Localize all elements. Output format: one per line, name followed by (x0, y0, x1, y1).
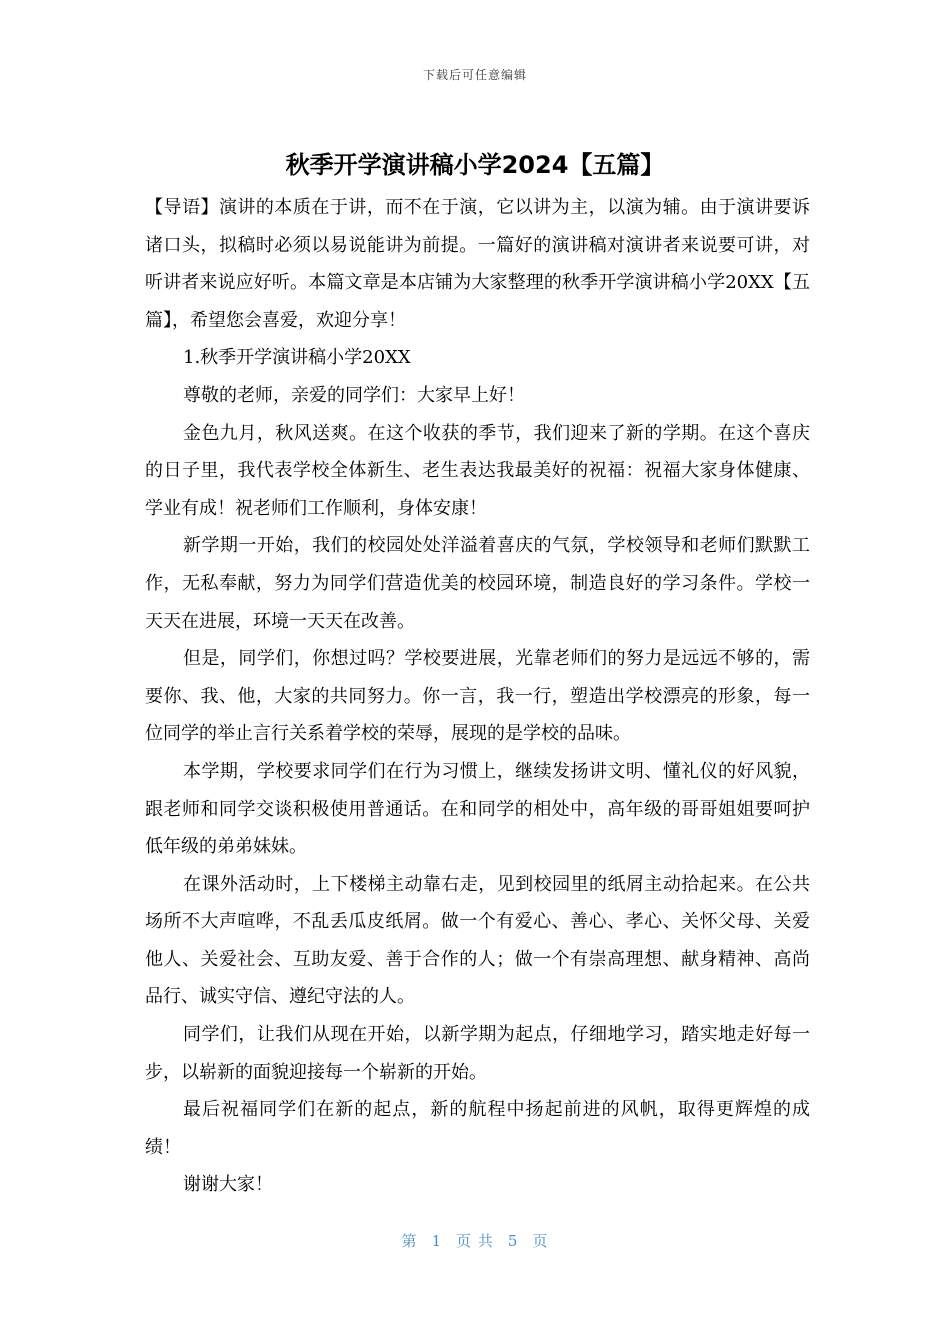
body-paragraph: 同学们，让我们从现在开始，以新学期为起点，仔细地学习，踏实地走好每一步，以崭新的面貌迎接每一个崭新的开始。 (145, 1024, 810, 1083)
section-heading: 1.秋季开学演讲稿小学20XX (183, 347, 411, 369)
footer-suffix: 页 (532, 1232, 549, 1250)
closing-paragraph: 谢谢大家！ (183, 1174, 273, 1196)
footer-total-pages: 5 (507, 1232, 519, 1250)
header-note: 下载后可任意编辑 (422, 68, 527, 82)
document-title: 秋季开学演讲稿小学2024【五篇】 (285, 151, 665, 179)
footer-prefix: 第 (401, 1232, 418, 1250)
body-paragraph: 本学期，学校要求同学们在行为习惯上，继续发扬讲文明、懂礼仪的好风貌，跟老师和同学交谈积极使用普通话。在和同学的相处中，高年级的哥哥姐姐要呵护低年级的弟弟妹妹。 (145, 760, 810, 858)
page-footer (0, 1230, 950, 1251)
greeting-paragraph: 尊敬的老师，亲爱的同学们：大家早上好！ (183, 384, 525, 406)
body-paragraph: 但是，同学们，你想过吗？学校要进展，光靠老师们的努力是远远不够的，需要你、我、他，大家的共同努力。你一言，我一行，塑造出学校漂亮的形象，每一位同学的举止言行关系着学校的荣辱，展现的是学校的品味。 (145, 648, 810, 745)
footer-page-number: 1 (431, 1232, 443, 1250)
body-paragraph: 金色九月，秋风送爽。在这个收获的季节，我们迎来了新的学期。在这个喜庆的日子里，我代表学校全体新生、老生表达我最美好的祝福：祝福大家身体健康、学业有成！祝老师们工作顺利，身体安康！ (145, 422, 810, 519)
footer-middle: 页 共 (456, 1232, 494, 1250)
document-body (145, 189, 810, 1204)
body-paragraph: 在课外活动时，上下楼梯主动靠右走，见到校园里的纸屑主动拾起来。在公共场所不大声喧哗，不乱丢瓜皮纸屑。做一个有爱心、善心、孝心、关怀父母、关爱他人、关爱社会、互助友爱、善于合作的人；做一个有崇高理想、献身精神、高尚品行、诚实守信、遵纪守法的人。 (145, 873, 810, 1008)
body-paragraph: 新学期一开始，我们的校园处处洋溢着喜庆的气氛，学校领导和老师们默默工作，无私奉献，努力为同学们营造优美的校园环境，制造良好的学习条件。学校一天天在进展，环境一天天在改善。 (145, 535, 810, 632)
body-paragraph: 最后祝福同学们在新的起点，新的航程中扬起前进的风帆，取得更辉煌的成绩！ (145, 1099, 810, 1158)
intro-paragraph: 【导语】演讲的本质在于讲，而不在于演，它以讲为主，以演为辅。由于演讲要诉诸口头，拟稿时必须以易说能讲为前提。一篇好的演讲稿对演讲者来说要可讲，对听讲者来说应好听。本篇文章是本店铺为大家整理的秋季开学演讲稿小学20XX【五篇】，希望您会喜爱，欢迎分享！ (145, 197, 810, 331)
